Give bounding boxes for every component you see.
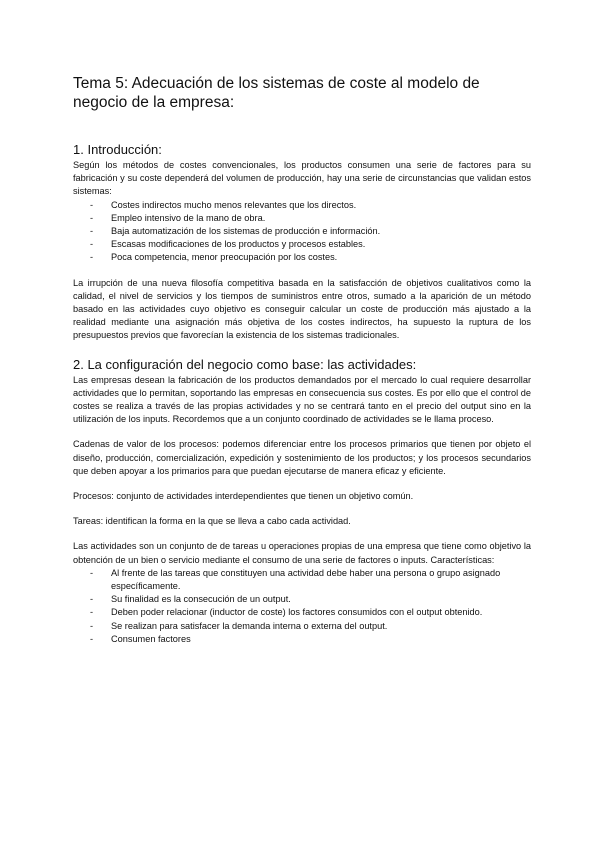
section-1-bullet-list — [73, 199, 531, 265]
section-1-heading: 1. Introducción: — [73, 142, 162, 157]
section-2-heading: 2. La configuración del negocio como base: las actividades: — [73, 356, 417, 372]
section-2-paragraph-4: Tareas: identifican la forma en la que se lleva a cabo cada actividad. — [73, 516, 351, 527]
section-2-paragraph-5: Las actividades son un conjunto de de tareas u operaciones propias de una empresa que tiene como objetivo la obtención de un bien o servicio mediante el consumo de una serie de factores o inputs. Características: — [73, 541, 531, 565]
list-item: - Deben poder relacionar (inductor de coste) los factores consumidos con el output obtenido. — [90, 606, 531, 619]
document-title: Tema 5: Adecuación de los sistemas de coste al modelo de negocio de la empresa: — [73, 75, 480, 111]
list-item: - Se realizan para satisfacer la demanda interna o externa del output. — [90, 620, 531, 633]
list-item: - Baja automatización de los sistemas de producción e información. — [90, 225, 531, 238]
list-item: - Consumen factores — [90, 633, 531, 646]
section-1-intro: Según los métodos de costes convencionales, los productos consumen una serie de factores para su fabricación y su coste dependerá del volumen de producción, hay una serie de circunstancias que validan estos sistemas: — [73, 160, 531, 197]
list-item: - Costes indirectos mucho menos relevantes que los directos. — [90, 199, 531, 212]
section-2-paragraph-2: Cadenas de valor de los procesos: podemos diferenciar entre los procesos primarios que tienen por objeto el diseño, producción, comercialización, expedición y sostenimiento de los productos; y los procesos secundarios que deben apoyar a los primarios para que puedan ejecutarse de manera eficaz y eficiente. — [73, 439, 531, 476]
section-2-paragraph-1: Las empresas desean la fabricación de los productos demandados por el mercado lo cual requiere desarrollar actividades que lo permitan, soportando las empresas en consecuencia sus costes. Es por ello que el control de costes se realiza a través de las propias actividades y no se centrará tanto en el precio del output sino en la utilización de los inputs. Recordemos que a un conjunto coordinado de actividades se le llama proceso. — [73, 374, 531, 425]
list-item: - Empleo intensivo de la mano de obra. — [90, 212, 531, 225]
section-2-bullet-list — [73, 567, 531, 646]
list-item: - Al frente de las tareas que constituyen una actividad debe haber una persona o grupo asignado específicamente. — [90, 567, 531, 593]
list-item: - Poca competencia, menor preocupación por los costes. — [90, 251, 531, 264]
list-item: - Escasas modificaciones de los productos y procesos estables. — [90, 238, 531, 251]
list-item: - Su finalidad es la consecución de un output. — [90, 593, 531, 606]
section-2-paragraph-3: Procesos: conjunto de actividades interdependientes que tienen un objetivo común. — [73, 491, 414, 502]
document-page — [73, 74, 531, 646]
section-1-paragraph: La irrupción de una nueva filosofía competitiva basada en la satisfacción de objetivos cualitativos como la calidad, el nivel de servicios y los tiempos de suministros entre otros, sumado a la aparición de un método basado en las actividades cuyo objetivo es conseguir calcular un coste de producción más ajustado a la realidad mediante una asignación más objetiva de los costes indirectos, ha supuesto la ruptura de los presupuestos previos que favorecían la existencia de los sistemas tradicionales. — [73, 277, 531, 341]
